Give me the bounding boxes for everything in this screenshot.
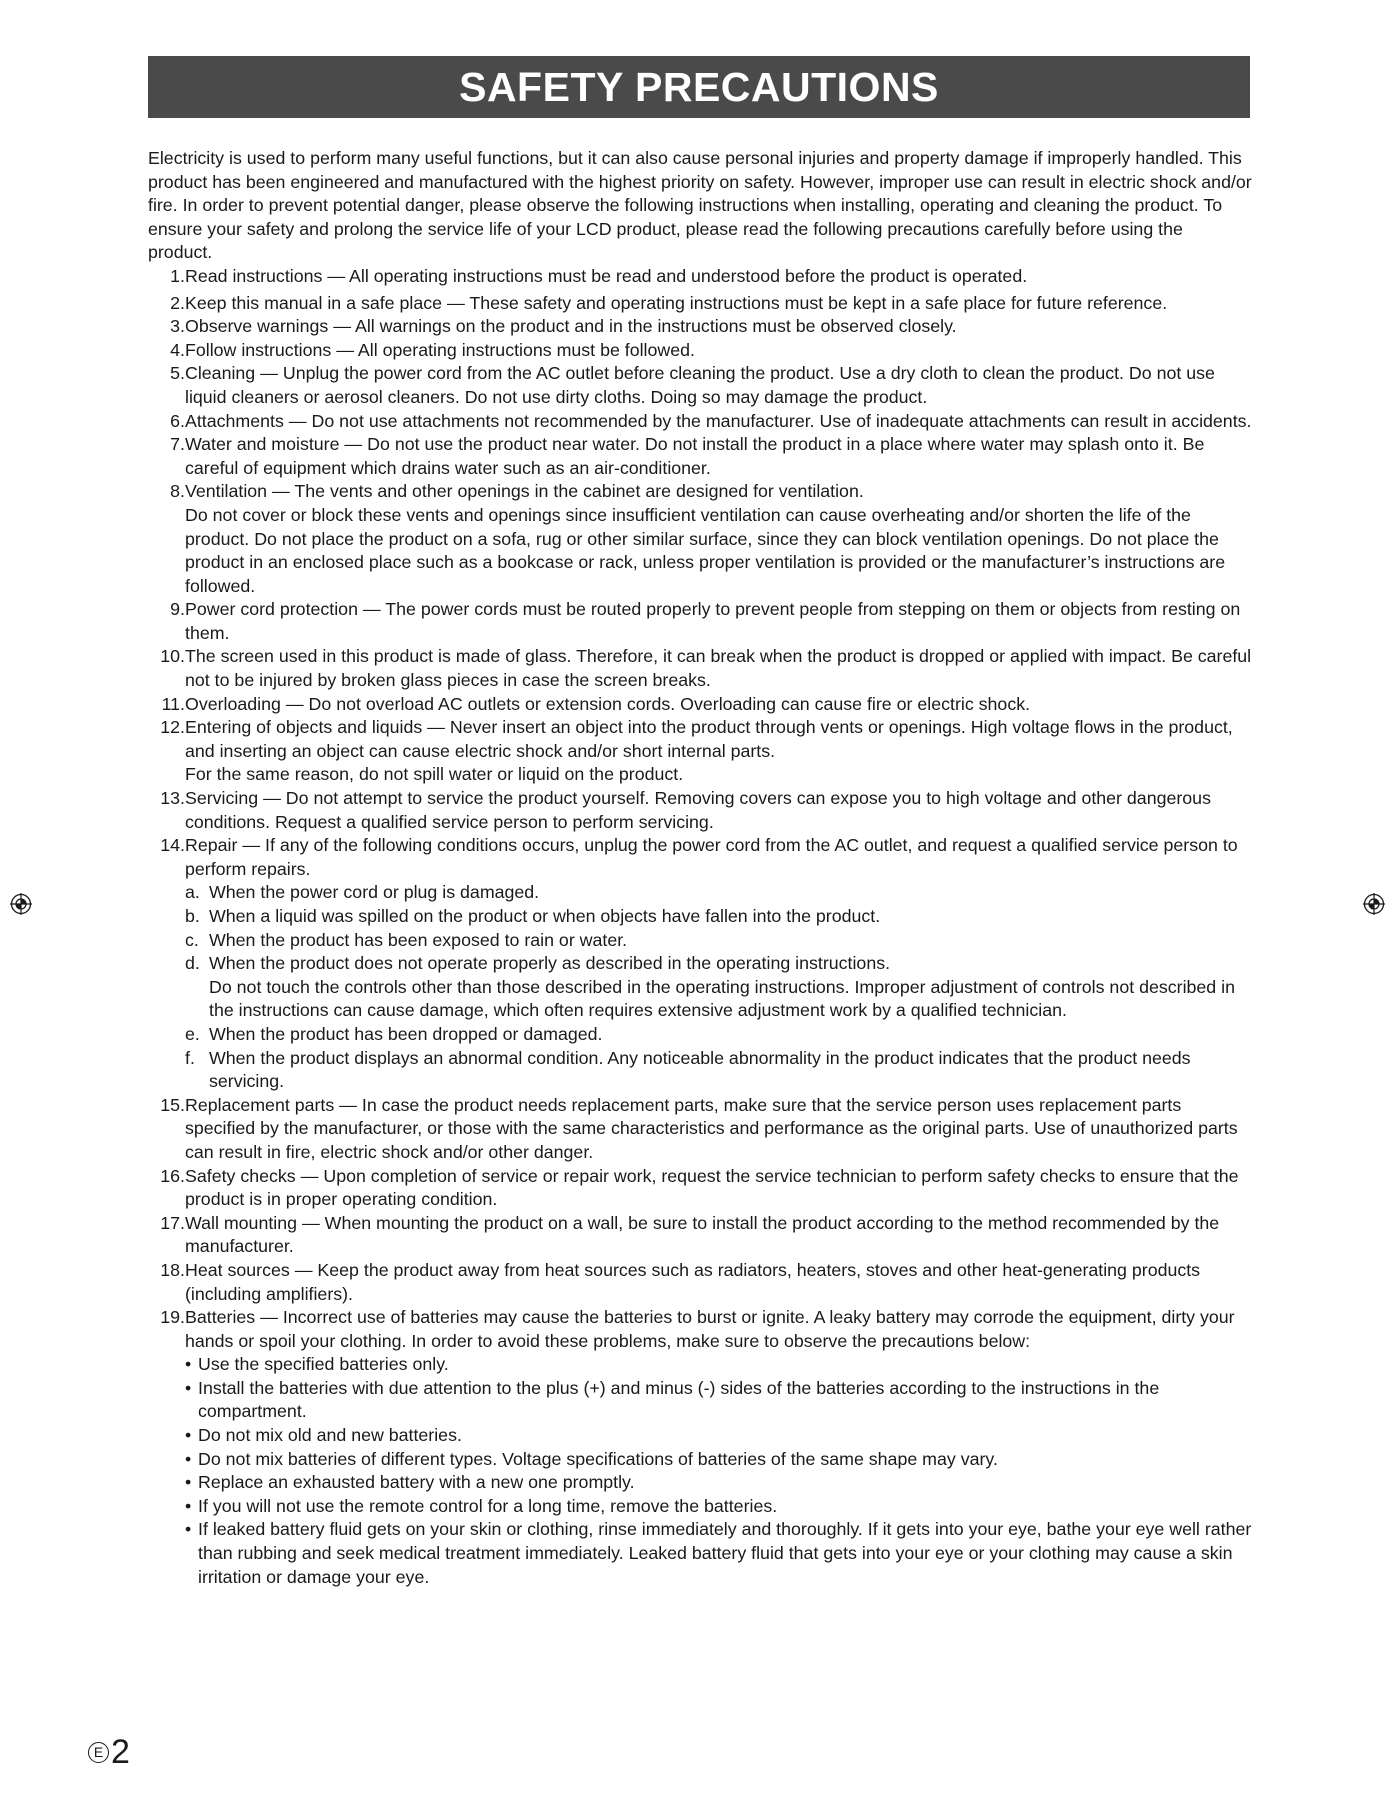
item-text: Wall mounting — When mounting the product on a wall, be sure to install the product according to the method recommended by the manufacturer. (185, 1212, 1220, 1257)
list-item (148, 292, 1252, 316)
item-text: Heat sources — Keep the product away from heat sources such as radiators, heaters, stoves and other heat-generating products (including amplifiers). (185, 1259, 1201, 1304)
sub-list-item (185, 1047, 1252, 1094)
sub-list-item (185, 905, 1252, 929)
list-item (148, 1259, 1252, 1306)
item-number: 1. (170, 265, 185, 286)
item-number: 2. (170, 292, 185, 313)
list-item (148, 480, 1252, 598)
item-text: Observe warnings — All warnings on the product and in the instructions must be observed closely. (185, 316, 957, 337)
repair-conditions-list (185, 881, 1252, 1093)
registration-mark-icon (1363, 893, 1385, 915)
sub-item-label: b. (185, 906, 200, 926)
item-text: Safety checks — Upon completion of service or repair work, request the service technician to perform safety checks to ensure that the product is in proper operating condition. (185, 1165, 1239, 1210)
item-text: Replacement parts — In case the product needs replacement parts, make sure that the service person uses replacement parts specified by the manufacturer, or those with the same characteristics and performance as the original parts. Use of unauthorized parts can result in fire, electric shock and/or other danger. (185, 1094, 1238, 1162)
item-number: 11. (161, 693, 185, 714)
sub-list-item (185, 1023, 1252, 1047)
list-item (148, 362, 1252, 409)
item-number: 17. (160, 1212, 185, 1233)
sub-item-label: f. (185, 1047, 195, 1068)
item-text-continued: Do not cover or block these vents and openings since insufficient ventilation can cause overheating and/or shorten the life of the product. Do not place the product on a sofa, rug or other similar surface, since they can block ventilation openings. Do not place the product in an enclosed place such as a bookcase or rack, unless proper ventilation is provided or the manufacturer’s instructions are followed. (185, 504, 1226, 596)
bullet-mark: • (185, 1495, 192, 1516)
language-mark: E (88, 1742, 109, 1763)
item-number: 3. (170, 316, 185, 337)
item-number: 16. (160, 1165, 185, 1186)
list-item (148, 265, 1252, 289)
sub-list-item (185, 929, 1252, 953)
registration-mark-icon (10, 893, 32, 915)
sub-item-text: When the power cord or plug is damaged. (209, 882, 540, 903)
bullet-item (185, 1377, 1252, 1424)
list-item (148, 1094, 1252, 1165)
sub-list-item (185, 881, 1252, 905)
bullet-text: Do not mix old and new batteries. (198, 1425, 462, 1446)
item-text: Overloading — Do not overload AC outlets or extension cords. Overloading can cause fire or electric shock. (185, 693, 1031, 714)
item-number: 5. (170, 363, 185, 384)
list-item (148, 716, 1252, 787)
item-text: Power cord protection — The power cords must be routed properly to prevent people from stepping on them or objects from resting on them. (185, 599, 1241, 643)
item-text: Water and moisture — Do not use the product near water. Do not install the product in a place where water may splash onto it. Be careful of equipment which drains water such as an air-conditioner. (185, 434, 1205, 478)
item-text: Cleaning — Unplug the power cord from the AC outlet before cleaning the product. Use a dry cloth to clean the product. Do not use liquid cleaners or aerosol cleaners. Do not use dirty cloths. Doing so may damage the product. (185, 363, 1215, 407)
sub-item-label: c. (185, 929, 199, 950)
item-text: Servicing — Do not attempt to service the product yourself. Removing covers can expose you to high voltage and other dangerous conditions. Request a qualified service person to perform servicing. (185, 788, 1211, 832)
battery-precautions-list (185, 1353, 1252, 1589)
item-text: Batteries — Incorrect use of batteries may cause the batteries to burst or ignite. A leaky battery may corrode the equipment, dirty your hands or spoil your clothing. In order to avoid these problems, make sure to observe the precautions below: (185, 1307, 1235, 1351)
sub-item-label: e. (185, 1023, 200, 1044)
list-item (148, 598, 1252, 645)
sub-item-text: When a liquid was spilled on the product or when objects have fallen into the product. (209, 906, 881, 926)
item-number: 9. (170, 599, 185, 620)
page-number: 2 (111, 1733, 130, 1771)
list-item (148, 315, 1252, 339)
sub-item-label: a. (185, 882, 200, 903)
bullet-text: If leaked battery fluid gets on your skin or clothing, rinse immediately and thoroughly. If it gets into your eye, bathe your eye well rather than rubbing and seek medical treatment immediately. Leaked battery fluid that gets into your eye or your clothing may cause a skin irritation or damage your eye. (198, 1519, 1252, 1587)
item-number: 12. (160, 717, 185, 738)
bullet-item (185, 1448, 1252, 1472)
item-text: Read instructions — All operating instructions must be read and understood before the product is operated. (185, 265, 1028, 286)
document-body (148, 147, 1252, 1589)
item-text: Ventilation — The vents and other openings in the cabinet are designed for ventilation. (185, 481, 864, 502)
bullet-mark: • (185, 1425, 192, 1446)
bullet-item (185, 1424, 1252, 1448)
list-item (148, 645, 1252, 692)
bullet-item (185, 1518, 1252, 1589)
item-number: 18. (160, 1259, 185, 1280)
bullet-item (185, 1495, 1252, 1519)
page-title: SAFETY PRECAUTIONS (459, 63, 939, 110)
item-text: Entering of objects and liquids — Never insert an object into the product through vents or openings. High voltage flows in the product, and inserting an object can cause electric shock and/or short internal parts. (185, 717, 1233, 761)
page-footer (88, 1735, 130, 1769)
intro-paragraph: Electricity is used to perform many useful functions, but it can also cause personal injuries and property damage if improperly handled. This product has been engineered and manufactured with the highest priority on safety. However, improper use can result in electric shock and/or fire. In order to prevent potential danger, please observe the following instructions when installing, operating and cleaning the product. To ensure your safety and prolong the service life of your LCD product, please read the following precautions carefully before using the product. (148, 148, 1252, 263)
list-item (148, 410, 1252, 434)
item-text: Keep this manual in a safe place — These safety and operating instructions must be kept in a safe place for future reference. (185, 292, 1168, 313)
bullet-text: Replace an exhausted battery with a new one promptly. (198, 1472, 635, 1493)
sub-item-text: When the product has been exposed to rain or water. (209, 929, 628, 950)
bullet-mark: • (185, 1354, 192, 1375)
item-number: 13. (160, 788, 185, 809)
title-banner (148, 56, 1250, 118)
sub-list-item (185, 952, 1252, 1023)
bullet-text: Use the specified batteries only. (198, 1354, 449, 1375)
list-item (148, 1306, 1252, 1589)
item-number: 10. (160, 646, 185, 667)
sub-item-text: When the product does not operate properly as described in the operating instructions. (209, 953, 891, 974)
item-text: The screen used in this product is made of glass. Therefore, it can break when the product is dropped or applied with impact. Be careful not to be injured by broken glass pieces in case the screen breaks. (185, 646, 1252, 691)
bullet-mark: • (185, 1377, 192, 1398)
item-text: Repair — If any of the following conditions occurs, unplug the power cord from the AC outlet, and request a qualified service person to perform repairs. (185, 835, 1238, 879)
bullet-mark: • (185, 1448, 192, 1469)
item-number: 7. (170, 434, 185, 455)
bullet-text: Do not mix batteries of different types. Voltage specifications of batteries of the same shape may vary. (198, 1448, 998, 1469)
list-item (148, 787, 1252, 834)
item-text-continued: For the same reason, do not spill water or liquid on the product. (185, 764, 684, 785)
item-number: 8. (170, 481, 185, 502)
precautions-list (148, 265, 1252, 1589)
bullet-mark: • (185, 1519, 192, 1540)
list-item (148, 433, 1252, 480)
bullet-text: If you will not use the remote control for a long time, remove the batteries. (198, 1495, 778, 1516)
bullet-text: Install the batteries with due attention to the plus (+) and minus (-) sides of the batteries according to the instructions in the compartment. (198, 1377, 1160, 1422)
item-number: 15. (160, 1094, 185, 1115)
list-item (148, 1212, 1252, 1259)
bullet-mark: • (185, 1472, 192, 1493)
list-item (148, 834, 1252, 1094)
item-number: 19. (160, 1307, 185, 1328)
item-text: Follow instructions — All operating instructions must be followed. (185, 339, 695, 360)
list-item (148, 1165, 1252, 1212)
sub-item-text: When the product displays an abnormal condition. Any noticeable abnormality in the product indicates that the product needs servicing. (209, 1047, 1191, 1092)
bullet-item (185, 1471, 1252, 1495)
bullet-item (185, 1353, 1252, 1377)
item-number: 4. (170, 339, 185, 360)
item-number: 14. (160, 835, 185, 856)
item-text: Attachments — Do not use attachments not recommended by the manufacturer. Use of inadequate attachments can result in accidents. (185, 410, 1252, 431)
item-number: 6. (170, 410, 185, 431)
sub-item-label: d. (185, 953, 200, 974)
sub-item-text-continued: Do not touch the controls other than those described in the operating instructions. Improper adjustment of controls not described in the instructions can cause damage, which often requires extensive adjustment work by a qualified technician. (209, 976, 1235, 1021)
list-item (148, 339, 1252, 363)
list-item (148, 693, 1252, 717)
sub-item-text: When the product has been dropped or damaged. (209, 1023, 603, 1044)
